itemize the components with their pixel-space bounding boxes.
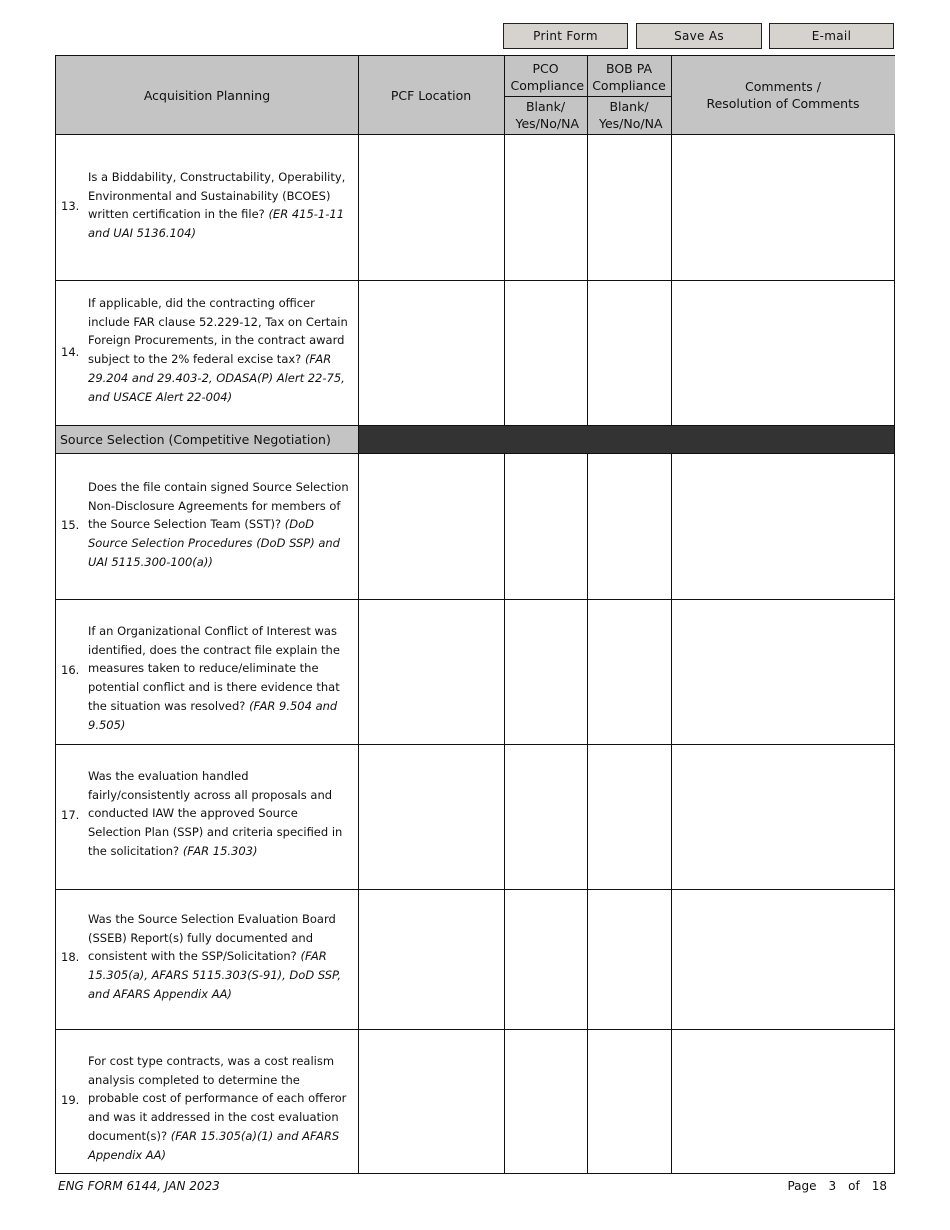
pcf-location-input[interactable] <box>359 454 504 598</box>
row-number: 14. <box>61 345 80 359</box>
pco-compliance-input[interactable] <box>505 1030 587 1173</box>
bob-pa-compliance-input[interactable] <box>588 135 671 279</box>
header-col3-bottom-label: Blank/ Yes/No/NA <box>515 99 580 131</box>
comments-input[interactable] <box>672 454 895 598</box>
comments-input[interactable] <box>672 281 895 424</box>
pcf-location-input[interactable] <box>359 135 504 279</box>
pcf-location-input[interactable] <box>359 1030 504 1173</box>
header-bob-pa-compliance <box>587 56 671 96</box>
page-indicator <box>787 1179 887 1193</box>
question-reference: (FAR 15.305(a), AFARS 5115.303(S-91), DoD SSP, and AFARS Appendix AA) <box>88 949 342 1001</box>
pcf-location-input[interactable] <box>359 281 504 424</box>
question-text <box>88 168 354 243</box>
question-body: For cost type contracts, was a cost realism analysis completed to determine the probable cost of performance of each offeror and was it addressed in the cost evaluation document(s)? <box>88 1054 347 1143</box>
question-reference: (FAR 29.204 and 29.403-2, ODASA(P) Alert 22-75, and USACE Alert 22-004) <box>88 352 345 404</box>
row-number: 16. <box>61 663 80 677</box>
question-body: Was the Source Selection Evaluation Board (SSEB) Report(s) fully documented and consistent with the SSP/Solicitation? <box>88 912 336 964</box>
question-reference: (FAR 9.504 and 9.505) <box>88 698 338 732</box>
comments-input[interactable] <box>672 745 895 888</box>
pcf-location-input[interactable] <box>359 600 504 743</box>
row-number: 18. <box>61 950 80 964</box>
pco-compliance-input[interactable] <box>505 135 587 279</box>
page-number: 3 <box>828 1179 837 1193</box>
question-text <box>88 622 354 734</box>
question-text <box>88 767 354 861</box>
checklist-table <box>55 55 895 1174</box>
bob-pa-compliance-input[interactable] <box>588 454 671 598</box>
question-reference: (FAR 15.305(a)(1) and AFARS Appendix AA) <box>88 1128 340 1162</box>
question-text <box>88 478 354 572</box>
bob-pa-compliance-input[interactable] <box>588 890 671 1028</box>
pco-compliance-input[interactable] <box>505 890 587 1028</box>
bob-pa-compliance-input[interactable] <box>588 1030 671 1173</box>
of-word: of <box>848 1179 860 1193</box>
header-pco-compliance <box>504 56 587 96</box>
bob-pa-compliance-input[interactable] <box>588 281 671 424</box>
question-text <box>88 294 354 406</box>
question-text <box>88 910 354 1004</box>
header-col3-top-label: PCO Compliance <box>510 60 585 93</box>
comments-input[interactable] <box>672 135 895 279</box>
comments-input[interactable] <box>672 890 895 1028</box>
header-col4-top-label: BOB PA Compliance <box>592 60 666 93</box>
comments-input[interactable] <box>672 1030 895 1173</box>
print-form-button[interactable]: Print Form <box>503 23 628 49</box>
page-total: 18 <box>871 1179 887 1193</box>
header-pco-options <box>504 96 587 134</box>
section-header-bar <box>358 425 894 453</box>
pcf-location-input[interactable] <box>359 745 504 888</box>
question-body: If applicable, did the contracting officer include FAR clause 52.229-12, Tax on Certain Foreign Procurements, in the contract award subject to the 2% federal excise tax? <box>88 296 348 367</box>
header-comments <box>671 56 895 134</box>
question-reference: (ER 415-1-11 and UAI 5136.104) <box>88 207 345 241</box>
row-number: 15. <box>61 518 80 532</box>
page-word: Page <box>787 1179 817 1193</box>
pco-compliance-input[interactable] <box>505 745 587 888</box>
row-number: 17. <box>61 808 80 822</box>
pco-compliance-input[interactable] <box>505 454 587 598</box>
form-identifier: ENG FORM 6144, JAN 2023 <box>58 1179 220 1193</box>
question-text <box>88 1052 354 1164</box>
header-pcf-location <box>358 56 504 134</box>
question-reference: (FAR 15.303) <box>182 843 258 858</box>
question-body: Is a Biddability, Constructability, Operability, Environmental and Sustainability (BCOES) written certification in the file? <box>88 170 346 222</box>
header-col5-line2: Resolution of Comments <box>706 96 860 111</box>
pco-compliance-input[interactable] <box>505 600 587 743</box>
pcf-location-input[interactable] <box>359 890 504 1028</box>
section-header-source-selection <box>56 425 358 453</box>
header-col1-label: Acquisition Planning <box>143 87 271 103</box>
comments-input[interactable] <box>672 600 895 743</box>
save-as-button[interactable]: Save As <box>636 23 762 49</box>
question-body: Does the file contain signed Source Selection Non-Disclosure Agreements for members of the Source Selection Team (SST)? <box>88 480 349 532</box>
section-title: Source Selection (Competitive Negotiation) <box>60 431 331 447</box>
header-bob-pa-options <box>587 96 671 134</box>
question-body: Was the evaluation handled fairly/consistently across all proposals and conducted IAW the approved Source Selection Plan (SSP) and criteria specified in the solicitation? <box>88 769 343 858</box>
question-body: If an Organizational Conflict of Interest was identified, does the contract file explain the measures taken to reduce/eliminate the potential conflict and is there evidence that the situation was resolved? <box>88 624 340 713</box>
header-col4-bottom-label: Blank/ Yes/No/NA <box>599 99 663 131</box>
question-reference: (DoD Source Selection Procedures (DoD SSP) and UAI 5115.300-100(a)) <box>88 517 340 569</box>
header-col2-label: PCF Location <box>390 87 472 103</box>
email-button[interactable]: E-mail <box>769 23 894 49</box>
row-number: 13. <box>61 199 80 213</box>
header-col5-line1: Comments / <box>745 79 821 94</box>
row-number: 19. <box>61 1093 80 1107</box>
pco-compliance-input[interactable] <box>505 281 587 424</box>
header-acquisition-planning <box>56 56 358 134</box>
bob-pa-compliance-input[interactable] <box>588 745 671 888</box>
bob-pa-compliance-input[interactable] <box>588 600 671 743</box>
